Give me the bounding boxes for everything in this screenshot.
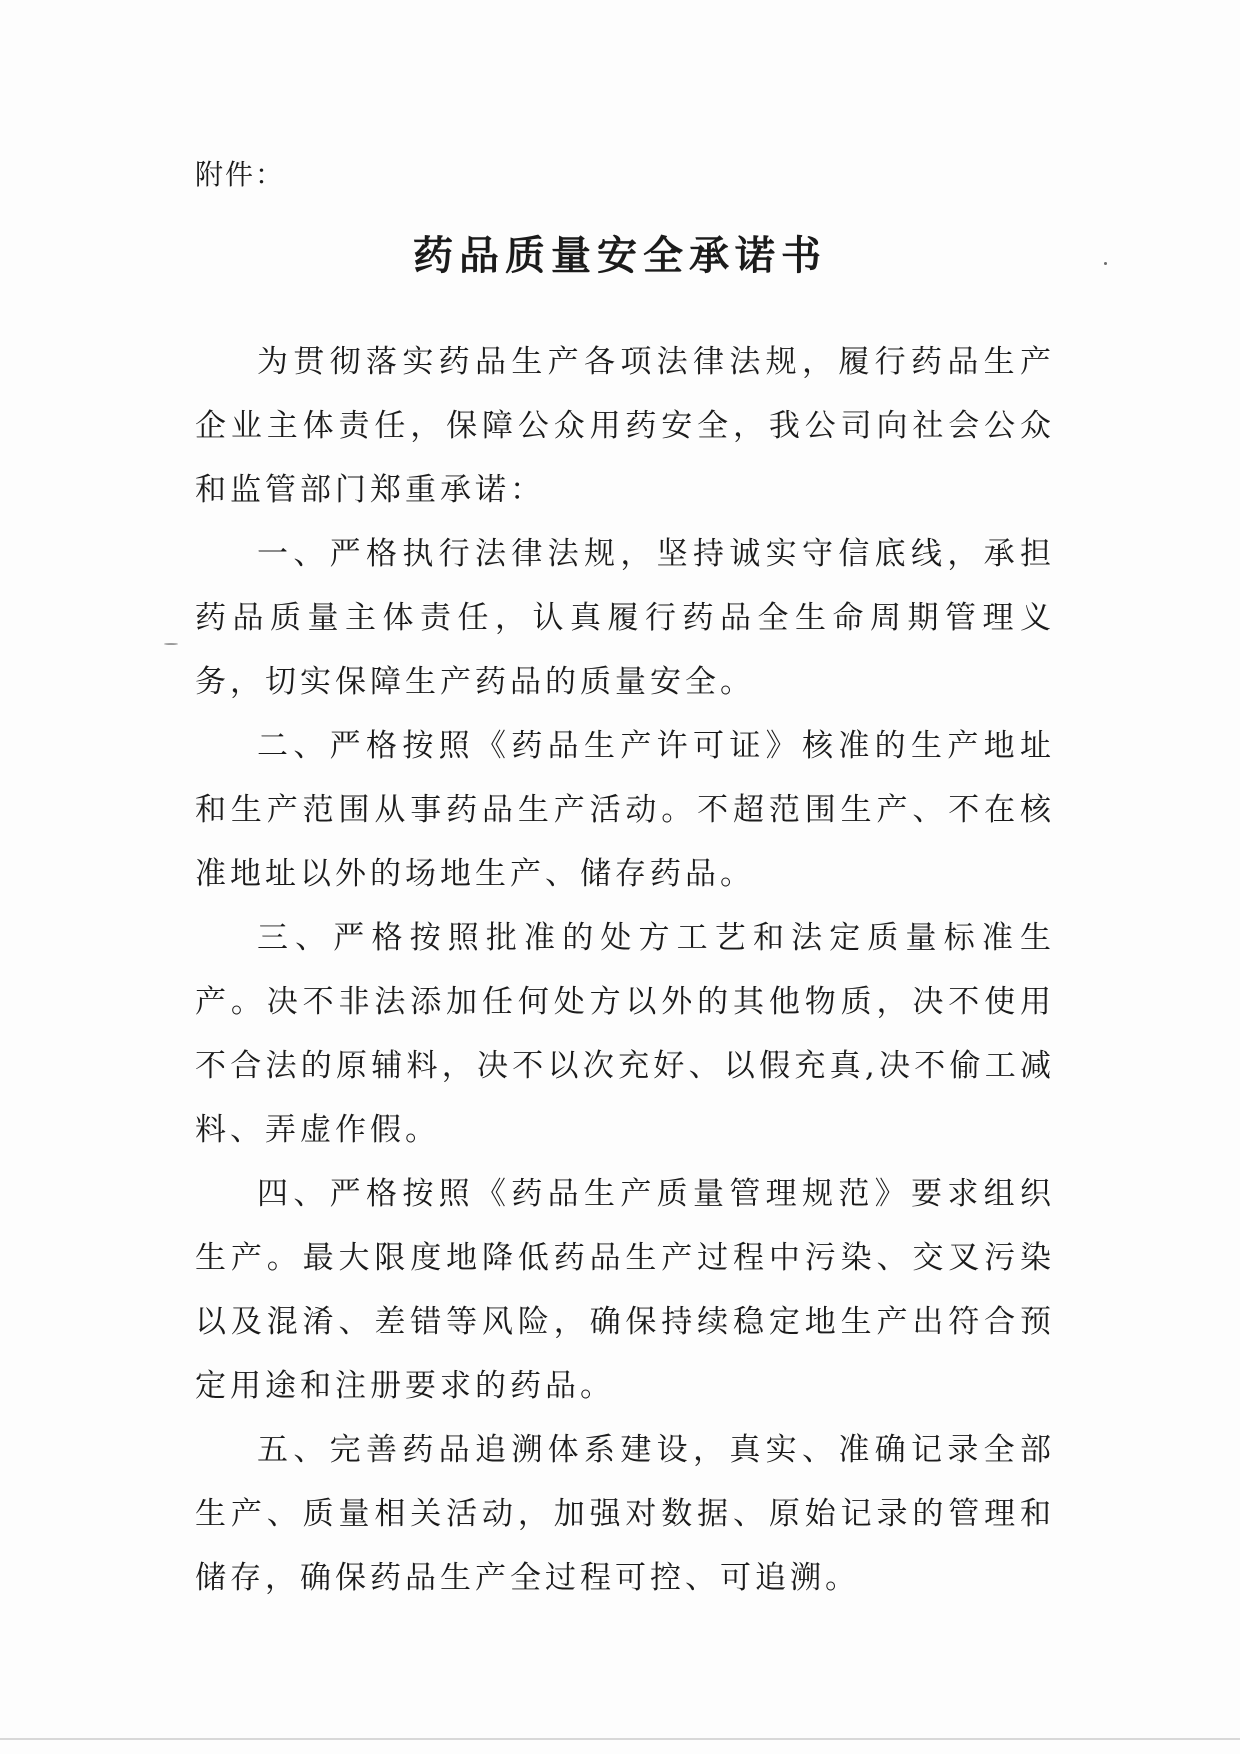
commitment-paragraph-2: 二、严格按照《药品生产许可证》核准的生产地址和生产范围从事药品生产活动。不超范围生产、不在核准地址以外的场地生产、储存药品。: [195, 728, 1055, 892]
scan-bottom-edge: [0, 1738, 1240, 1740]
scan-speck: [1104, 262, 1107, 265]
document-body: [195, 330, 1055, 1610]
attachment-label: 附件：: [195, 158, 286, 191]
commitment-paragraph-3: 三、严格按照批准的处方工艺和法定质量标准生产。决不非法添加任何处方以外的其他物质，决不使用不合法的原辅料，决不以次充好、以假充真,决不偷工减料、弄虚作假。: [195, 920, 1055, 1148]
commitment-paragraph-5: 五、完善药品追溯体系建设，真实、准确记录全部生产、质量相关活动，加强对数据、原始记录的管理和储存，确保药品生产全过程可控、可追溯。: [195, 1432, 1055, 1596]
scan-speck: [164, 643, 178, 645]
document-title: 药品质量安全承诺书: [413, 233, 827, 279]
commitment-paragraph-1: 一、严格执行法律法规，坚持诚实守信底线，承担药品质量主体责任，认真履行药品全生命周期管理义务，切实保障生产药品的质量安全。: [195, 536, 1055, 700]
intro-paragraph: 为贯彻落实药品生产各项法律法规，履行药品生产企业主体责任，保障公众用药安全，我公司向社会公众和监管部门郑重承诺：: [195, 344, 1055, 508]
commitment-paragraph-4: 四、严格按照《药品生产质量管理规范》要求组织生产。最大限度地降低药品生产过程中污染、交叉污染以及混淆、差错等风险，确保持续稳定地生产出符合预定用途和注册要求的药品。: [195, 1176, 1055, 1404]
